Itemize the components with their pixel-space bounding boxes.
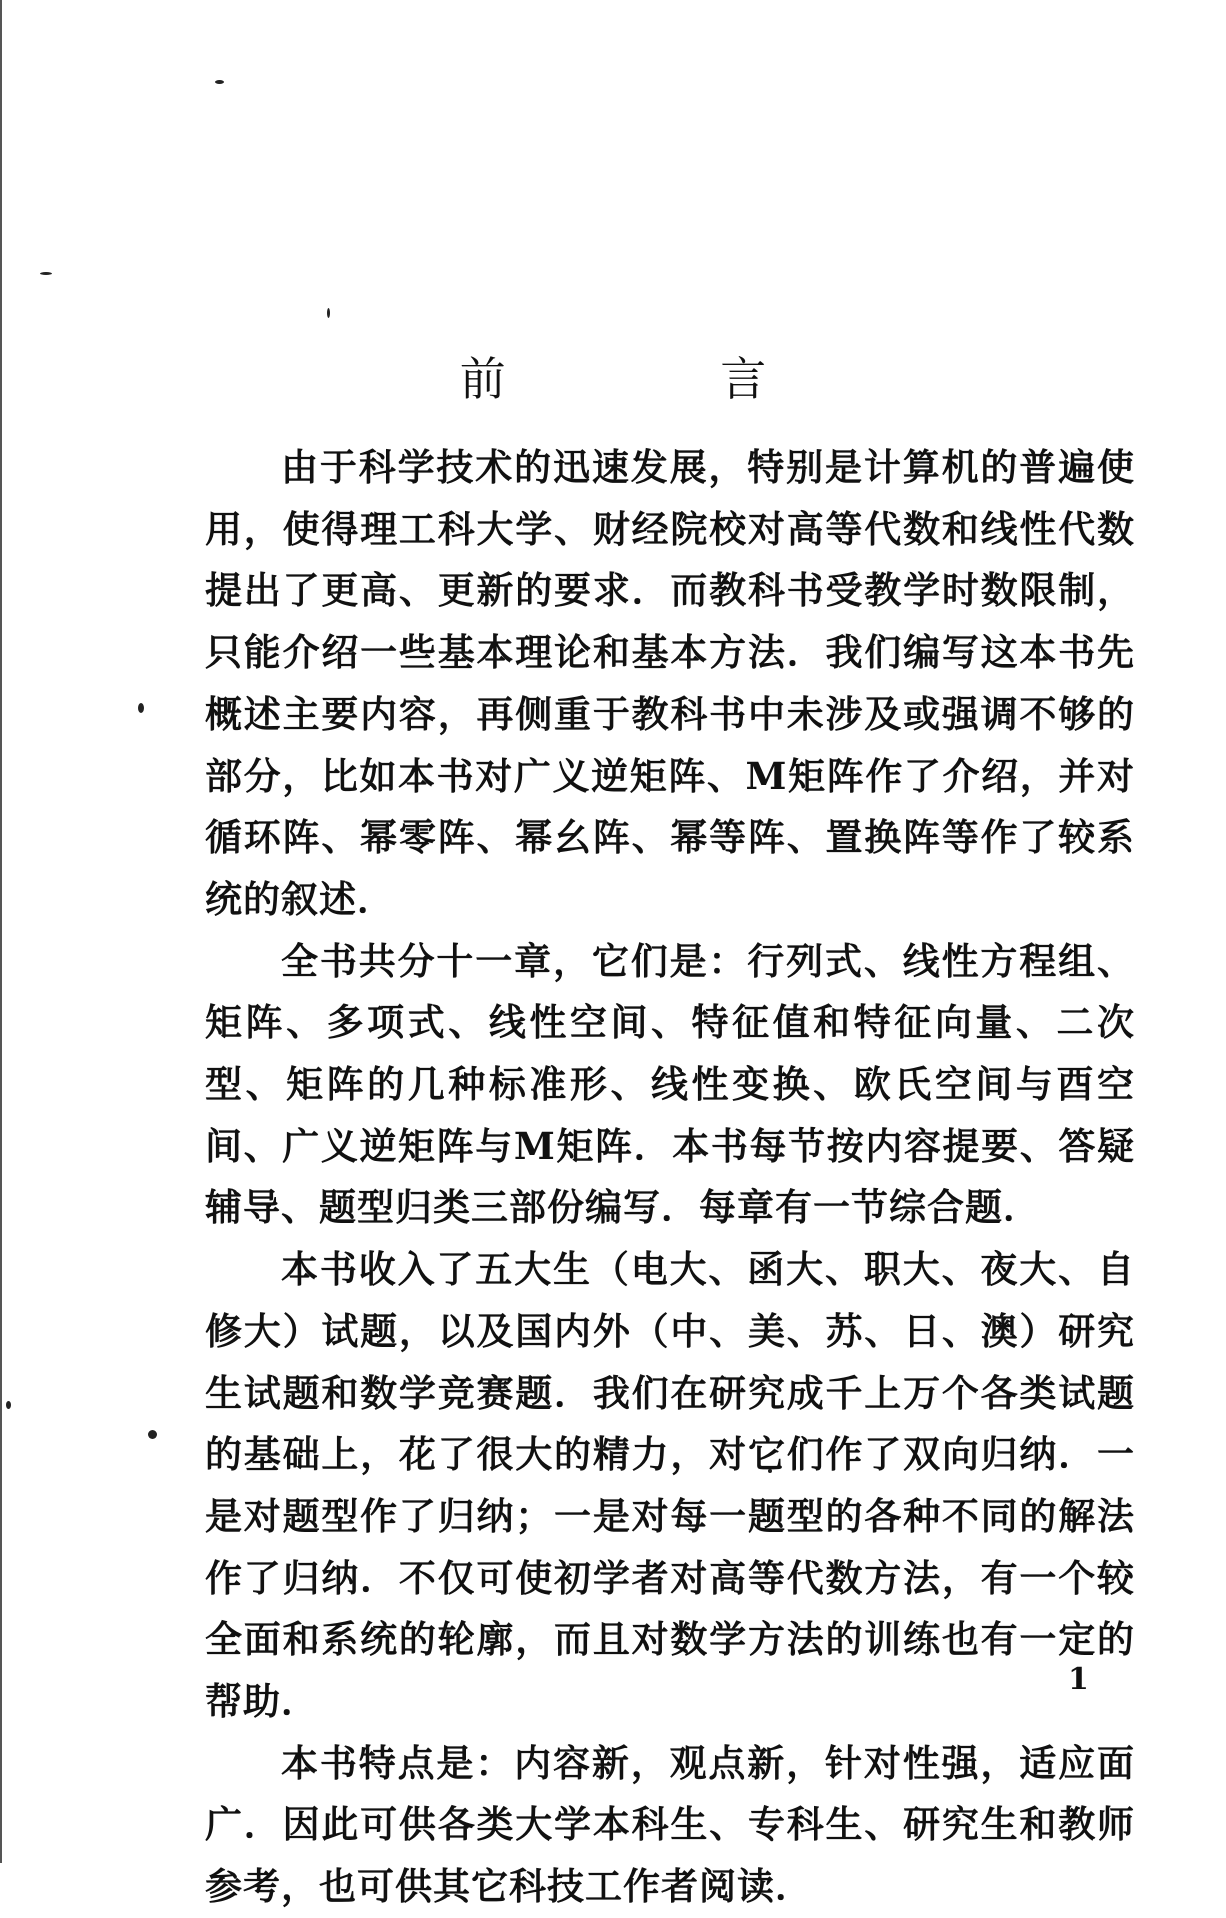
paragraph: 全书共分十一章，它们是：行列式、线性方程组、矩阵、多项式、线性空间、特征值和特征向量、二次型、矩阵的几种标准形、线性变换、欧氏空间与酉空间、广义逆矩阵与M矩阵．本书每节按内容提要、答疑辅导、题型归类三部份编写．每章有一节综合题． bbox=[205, 938, 1135, 1230]
scan-speck bbox=[138, 703, 144, 713]
preface-body bbox=[205, 437, 1135, 1918]
page-number: 1 bbox=[1068, 1662, 1089, 1697]
page-edge-shadow bbox=[0, 0, 2, 1863]
scan-speck bbox=[40, 272, 52, 275]
paragraph: 由于科学技术的迅速发展，特别是计算机的普遍使用，使得理工科大学、财经院校对高等代数和线性代数提出了更高、更新的要求．而教科书受教学时数限制，只能介绍一些基本理论和基本方法．我们编写这本书先概述主要内容，再侧重于教科书中未涉及或强调不够的部分，比如本书对广义逆矩阵、M矩阵作了介绍，并对循环阵、幂零阵、幂幺阵、幂等阵、置换阵等作了较系统的叙述． bbox=[205, 445, 1135, 921]
paragraph: 本书收入了五大生（电大、函大、职大、夜大、自修大）试题，以及国内外（中、美、苏、日、澳）研究生试题和数学竞赛题．我们在研究成千上万个各类试题的基础上，花了很大的精力，对它们作了双向归纳．一是对题型作了归纳；一是对每一题型的各种不同的解法作了归纳．不仅可使初学者对高等代数方法，有一个较全面和系统的轮廓，而且对数学方法的训练也有一定的帮助． bbox=[205, 1247, 1135, 1724]
scan-speck bbox=[215, 80, 224, 84]
scan-speck bbox=[148, 1430, 157, 1439]
scan-speck bbox=[327, 308, 330, 318]
page-title: 前 言 bbox=[459, 351, 867, 406]
paragraph: 本书特点是：内容新，观点新，针对性强，适应面广．因此可供各类大学本科生、专科生、研究生和教师参考，也可供其它科技工作者阅读． bbox=[205, 1740, 1135, 1909]
scan-speck bbox=[6, 1401, 11, 1409]
